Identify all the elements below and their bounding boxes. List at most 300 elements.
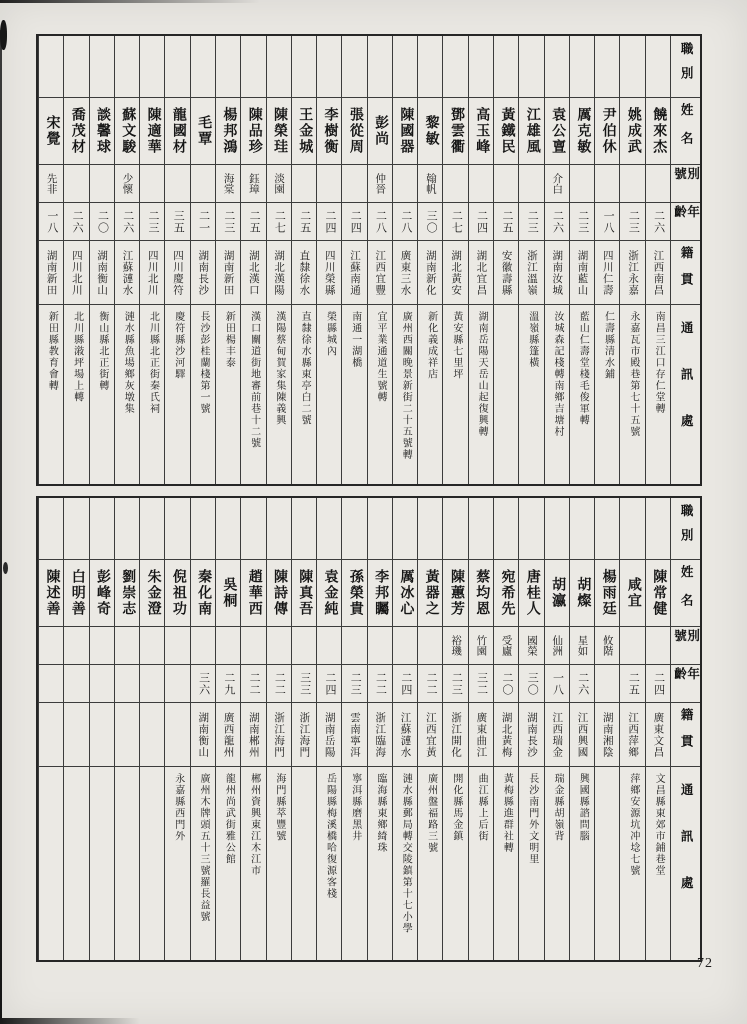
person-alias-cell [418, 165, 442, 203]
person-address-text: 黃梅縣進群社轉 [501, 773, 513, 854]
person-name-text: 彭峰奇 [95, 569, 111, 617]
roster-table-lower [36, 496, 702, 962]
person-origin-cell [115, 703, 139, 767]
person-column [493, 498, 518, 960]
person-age-cell [494, 665, 518, 703]
person-origin-cell [443, 703, 467, 767]
row-label-age-text: 年齡 [672, 205, 700, 223]
person-name-text: 張從周 [347, 107, 363, 155]
person-origin-cell [519, 703, 543, 767]
person-age-cell [494, 203, 518, 241]
person-address-cell [342, 767, 366, 960]
row-label-address-text: 通訊處 [679, 321, 694, 461]
person-name-cell [342, 98, 366, 165]
person-age-cell [317, 203, 341, 241]
person-origin-text: 江蘇漣水 [121, 249, 133, 296]
person-origin-cell [64, 703, 88, 767]
person-name-cell [64, 560, 88, 627]
person-age-text: 二四 [323, 209, 336, 234]
person-column [266, 36, 291, 484]
person-age-cell [165, 203, 189, 241]
person-age-cell [342, 665, 366, 703]
person-age-cell [545, 203, 569, 241]
person-alias-text: 鈺璋 [247, 173, 259, 194]
person-name-text: 朱金澄 [145, 569, 161, 617]
row-label-origin [671, 241, 700, 305]
person-origin-cell [646, 703, 670, 767]
person-origin-cell [317, 241, 341, 305]
person-origin-text: 湖南新田 [222, 249, 234, 296]
person-address-text: 直隸徐水縣東亭白二號 [299, 311, 311, 426]
person-job-cell [469, 36, 493, 98]
person-address-cell [267, 767, 291, 960]
person-job-cell [317, 498, 341, 560]
person-age-cell [216, 203, 240, 241]
roster-table-upper [36, 34, 702, 486]
person-column [594, 36, 619, 484]
person-age-text: 二三 [147, 209, 159, 234]
person-name-text: 陳適華 [145, 107, 161, 155]
person-alias-cell [317, 165, 341, 203]
person-address-text: 新田楊丰泰 [223, 311, 235, 369]
person-alias-cell [494, 165, 518, 203]
person-address-text: 藍山仁壽堂棧毛俊軍轉 [577, 311, 589, 426]
scan-edge-top-artifact [0, 0, 260, 3]
person-alias-cell [443, 627, 467, 665]
person-alias-cell [368, 627, 392, 665]
person-alias-text: 受廬 [500, 635, 512, 656]
person-age-cell [368, 665, 392, 703]
person-alias-cell [443, 165, 467, 203]
person-origin-cell [545, 703, 569, 767]
person-address-text: 臨海縣東鄉綺珠 [375, 773, 387, 854]
person-name-cell [545, 560, 569, 627]
person-address-text: 文昌縣東郊市鋪巷堂 [653, 773, 665, 877]
person-name-cell [469, 560, 493, 627]
person-age-cell [570, 665, 594, 703]
person-origin-cell [140, 703, 164, 767]
person-age-text: 二六 [71, 209, 84, 234]
person-alias-text: 裕璣 [450, 635, 462, 656]
person-column [139, 36, 164, 484]
person-address-text: 漢陽蔡甸賀家集陳義興 [273, 311, 285, 426]
header-column [670, 36, 700, 484]
person-job-cell [570, 36, 594, 98]
person-origin-text: 廣東三水 [399, 249, 411, 296]
person-address-cell [216, 767, 240, 960]
person-age-text: 三二 [475, 671, 488, 696]
person-age-text: 二五 [248, 209, 261, 234]
person-age-text: 二〇 [96, 209, 109, 234]
person-name-text: 胡燦 [575, 577, 591, 609]
person-age-cell [646, 665, 670, 703]
person-address-text: 寧洱縣磨黑井 [349, 773, 361, 842]
person-name-cell [368, 98, 392, 165]
person-address-cell [140, 767, 164, 960]
person-age-text: 二二 [248, 671, 261, 696]
person-address-text: 開化縣馬金鎮 [450, 773, 462, 842]
person-name-text: 陳常健 [651, 569, 667, 617]
person-name-cell [342, 560, 366, 627]
person-column [518, 498, 543, 960]
person-job-cell [595, 36, 619, 98]
person-age-text: 二六 [551, 209, 564, 234]
person-origin-cell [393, 241, 417, 305]
person-name-cell [519, 560, 543, 627]
person-origin-cell [646, 241, 670, 305]
person-alias-cell [216, 627, 240, 665]
person-column [266, 498, 291, 960]
person-job-cell [241, 498, 265, 560]
person-name-cell [165, 98, 189, 165]
row-label-address [671, 305, 700, 484]
person-column [645, 36, 670, 484]
person-job-cell [165, 36, 189, 98]
person-alias-cell [39, 627, 63, 665]
person-origin-text: 湖南衡山 [197, 711, 209, 758]
person-alias-cell [140, 627, 164, 665]
person-column [139, 498, 164, 960]
person-name-cell [494, 98, 518, 165]
person-name-cell [545, 98, 569, 165]
person-age-cell [241, 203, 265, 241]
person-origin-cell [90, 241, 114, 305]
person-name-cell [393, 98, 417, 165]
person-column [544, 36, 569, 484]
row-label-name-text: 姓名 [679, 564, 694, 622]
person-address-cell [443, 767, 467, 960]
person-address-text: 永嘉瓦市殿巷第七十五號 [627, 311, 639, 438]
person-alias-cell [494, 627, 518, 665]
person-column [164, 498, 189, 960]
person-address-cell [418, 767, 442, 960]
person-address-text: 南通一湖橋 [349, 311, 361, 369]
person-column [316, 498, 341, 960]
person-column [417, 36, 442, 484]
person-name-text: 咸宜 [625, 577, 641, 609]
person-address-cell [292, 767, 316, 960]
person-address-text: 廣州西關晚景新街二十五號轉 [400, 311, 412, 461]
person-address-cell [90, 305, 114, 484]
row-label-alias-text: 別號 [672, 167, 700, 185]
person-address-text: 漣水縣魚場鄉灰墩集 [122, 311, 134, 415]
person-age-cell [595, 665, 619, 703]
person-column [392, 498, 417, 960]
person-age-cell [646, 203, 670, 241]
person-name-cell [595, 560, 619, 627]
person-address-cell [39, 767, 63, 960]
person-job-cell [595, 498, 619, 560]
person-address-text: 廣州木牌頭五十三號羅長益號 [198, 773, 210, 923]
person-address-cell [595, 767, 619, 960]
person-alias-cell [469, 165, 493, 203]
person-alias-cell [317, 627, 341, 665]
person-name-cell [595, 98, 619, 165]
person-age-text: 二三 [222, 209, 235, 234]
person-origin-text: 安徽壽縣 [500, 249, 512, 296]
person-name-text: 陳詩傳 [271, 569, 287, 617]
person-address-cell [39, 305, 63, 484]
person-age-text: 二三 [349, 671, 362, 696]
person-column [240, 36, 265, 484]
person-name-text: 劉崇志 [120, 569, 136, 617]
person-origin-cell [64, 241, 88, 305]
scan-edge-left-artifact [0, 30, 2, 1020]
person-origin-cell [570, 703, 594, 767]
person-name-cell [494, 560, 518, 627]
person-age-cell [443, 203, 467, 241]
person-alias-cell [241, 627, 265, 665]
person-alias-cell [393, 627, 417, 665]
row-label-job [671, 498, 700, 560]
person-alias-text: 國榮 [525, 635, 537, 656]
person-name-cell [317, 560, 341, 627]
person-age-cell [165, 665, 189, 703]
person-column [594, 498, 619, 960]
person-name-text: 孫榮貴 [347, 569, 363, 617]
person-name-cell [90, 98, 114, 165]
person-job-cell [368, 498, 392, 560]
person-name-text: 袁公亶 [550, 107, 566, 155]
person-job-cell [393, 498, 417, 560]
person-job-cell [620, 498, 644, 560]
person-name-text: 江雄風 [524, 107, 540, 155]
person-column [89, 36, 114, 484]
person-origin-text: 湖南湘陰 [601, 711, 613, 758]
person-job-cell [317, 36, 341, 98]
row-label-job-text: 職別 [679, 42, 694, 91]
person-age-cell [519, 203, 543, 241]
person-address-text: 永嘉縣西門外 [172, 773, 184, 842]
person-origin-cell [570, 241, 594, 305]
person-job-cell [519, 498, 543, 560]
person-address-cell [646, 767, 670, 960]
person-address-text: 黃安縣七里坪 [450, 311, 462, 380]
person-age-text: 二六 [576, 671, 589, 696]
person-name-text: 唐桂人 [524, 569, 540, 617]
person-alias-cell [90, 627, 114, 665]
person-name-cell [191, 98, 215, 165]
person-job-cell [418, 36, 442, 98]
person-origin-cell [418, 241, 442, 305]
person-origin-cell [216, 703, 240, 767]
person-origin-text: 江蘇漣水 [399, 711, 411, 758]
person-origin-cell [418, 703, 442, 767]
person-origin-cell [494, 241, 518, 305]
person-age-cell [342, 203, 366, 241]
person-column [341, 36, 366, 484]
person-address-text: 長沙彭桂蘭棧第一號 [198, 311, 210, 415]
person-address-cell [469, 767, 493, 960]
person-origin-cell [241, 241, 265, 305]
person-column [291, 498, 316, 960]
person-origin-text: 江西興國 [576, 711, 588, 758]
person-alias-text: 攸階 [601, 635, 613, 656]
person-address-cell [191, 767, 215, 960]
person-address-cell [443, 305, 467, 484]
person-job-cell [216, 498, 240, 560]
person-address-cell [64, 305, 88, 484]
person-origin-text: 湖南新田 [45, 249, 57, 296]
person-age-cell [545, 665, 569, 703]
person-age-text: 二四 [652, 671, 665, 696]
person-name-text: 白明善 [69, 569, 85, 617]
person-address-cell [595, 305, 619, 484]
person-name-text: 尹伯休 [600, 107, 616, 155]
person-age-text: 二五 [298, 209, 311, 234]
person-job-cell [39, 498, 63, 560]
person-alias-cell [418, 627, 442, 665]
person-age-text: 二三 [526, 209, 539, 234]
person-address-cell [292, 305, 316, 484]
person-column [442, 498, 467, 960]
person-alias-cell [545, 627, 569, 665]
scan-edge-bottom-artifact [0, 1018, 140, 1024]
person-alias-cell [469, 627, 493, 665]
person-name-cell [241, 98, 265, 165]
person-age-cell [241, 665, 265, 703]
person-column [89, 498, 114, 960]
person-alias-text: 先非 [45, 173, 57, 194]
person-address-cell [570, 767, 594, 960]
person-column [240, 498, 265, 960]
person-column [190, 36, 215, 484]
person-origin-cell [165, 703, 189, 767]
person-name-text: 陳榮珪 [271, 107, 287, 155]
person-age-cell [39, 203, 63, 241]
person-name-text: 饒來杰 [651, 107, 667, 155]
person-job-cell [39, 36, 63, 98]
person-job-cell [115, 36, 139, 98]
person-origin-cell [267, 703, 291, 767]
person-name-cell [165, 560, 189, 627]
person-alias-cell [342, 165, 366, 203]
person-age-text: 二八 [399, 209, 412, 234]
person-name-cell [646, 98, 670, 165]
person-alias-cell [342, 627, 366, 665]
person-address-text: 湖南岳陽天岳山起復興轉 [476, 311, 488, 438]
row-label-address [671, 767, 700, 960]
person-origin-cell [216, 241, 240, 305]
person-alias-cell [165, 627, 189, 665]
person-name-text: 倪祖功 [170, 569, 186, 617]
person-job-cell [64, 498, 88, 560]
person-age-cell [64, 665, 88, 703]
person-address-cell [165, 305, 189, 484]
person-origin-cell [519, 241, 543, 305]
person-column [392, 36, 417, 484]
person-name-text: 胡瀛 [550, 577, 566, 609]
person-age-text: 二八 [374, 209, 387, 234]
person-age-cell [191, 665, 215, 703]
person-column [215, 36, 240, 484]
person-alias-cell [646, 165, 670, 203]
person-name-text: 袁金純 [322, 569, 338, 617]
person-column [316, 36, 341, 484]
person-column [341, 498, 366, 960]
person-age-cell [292, 665, 316, 703]
row-label-name [671, 560, 700, 627]
person-column [190, 498, 215, 960]
person-alias-cell [292, 165, 316, 203]
person-origin-cell [595, 703, 619, 767]
person-name-cell [620, 560, 644, 627]
person-address-cell [241, 305, 265, 484]
row-label-age [671, 665, 700, 703]
person-age-text: 三〇 [425, 209, 438, 234]
person-address-cell [494, 767, 518, 960]
person-name-cell [115, 560, 139, 627]
person-age-cell [469, 665, 493, 703]
person-job-cell [494, 498, 518, 560]
person-age-text: 二二 [374, 671, 387, 696]
person-column [114, 498, 139, 960]
person-address-cell [140, 305, 164, 484]
person-address-text: 慶符縣沙河驛 [172, 311, 184, 380]
person-address-text: 仁壽縣清水鋪 [602, 311, 614, 380]
person-column [493, 36, 518, 484]
person-origin-text: 湖南衡山 [96, 249, 108, 296]
person-age-text: 二七 [273, 209, 286, 234]
person-name-text: 陳述善 [44, 569, 60, 617]
directory-tables [36, 34, 702, 962]
person-alias-cell [595, 627, 619, 665]
person-job-cell [165, 498, 189, 560]
person-alias-cell [64, 627, 88, 665]
person-age-text: 二三 [450, 671, 463, 696]
person-job-cell [620, 36, 644, 98]
person-origin-text: 湖南藍山 [576, 249, 588, 296]
person-column [417, 498, 442, 960]
person-name-cell [140, 560, 164, 627]
row-label-origin-text: 籍貫 [679, 246, 694, 299]
person-column [164, 36, 189, 484]
person-origin-text: 四川北川 [70, 249, 82, 296]
person-origin-text: 浙江溫嶺 [525, 249, 537, 296]
person-alias-cell [165, 165, 189, 203]
person-name-text: 厲冰心 [398, 569, 414, 617]
person-alias-text: 少懷 [121, 173, 133, 194]
person-age-text: 二九 [222, 671, 235, 696]
person-address-cell [317, 305, 341, 484]
person-name-text: 姚成武 [625, 107, 641, 155]
person-name-cell [443, 560, 467, 627]
person-name-text: 黃鐵民 [499, 107, 515, 155]
person-address-text: 衡山縣北正街轉 [96, 311, 108, 392]
person-address-cell [545, 767, 569, 960]
person-age-text: 三六 [197, 671, 210, 696]
person-name-cell [443, 98, 467, 165]
person-age-cell [39, 665, 63, 703]
person-address-text: 宜平業通道生號轉 [375, 311, 387, 403]
person-age-text: 二五 [627, 671, 640, 696]
person-name-text: 宋覺 [44, 115, 60, 147]
person-address-text: 瑞金縣胡嶺背 [551, 773, 563, 842]
person-alias-text: 介白 [551, 173, 563, 194]
person-address-text: 郴州資興東江木江市 [248, 773, 260, 877]
row-label-alias [671, 165, 700, 203]
person-alias-cell [620, 165, 644, 203]
person-job-cell [418, 498, 442, 560]
person-name-cell [267, 560, 291, 627]
person-job-cell [64, 36, 88, 98]
person-name-cell [191, 560, 215, 627]
person-name-cell [418, 560, 442, 627]
person-name-cell [418, 98, 442, 165]
person-address-cell [368, 767, 392, 960]
person-alias-text: 仲晉 [374, 173, 386, 194]
person-name-cell [292, 560, 316, 627]
